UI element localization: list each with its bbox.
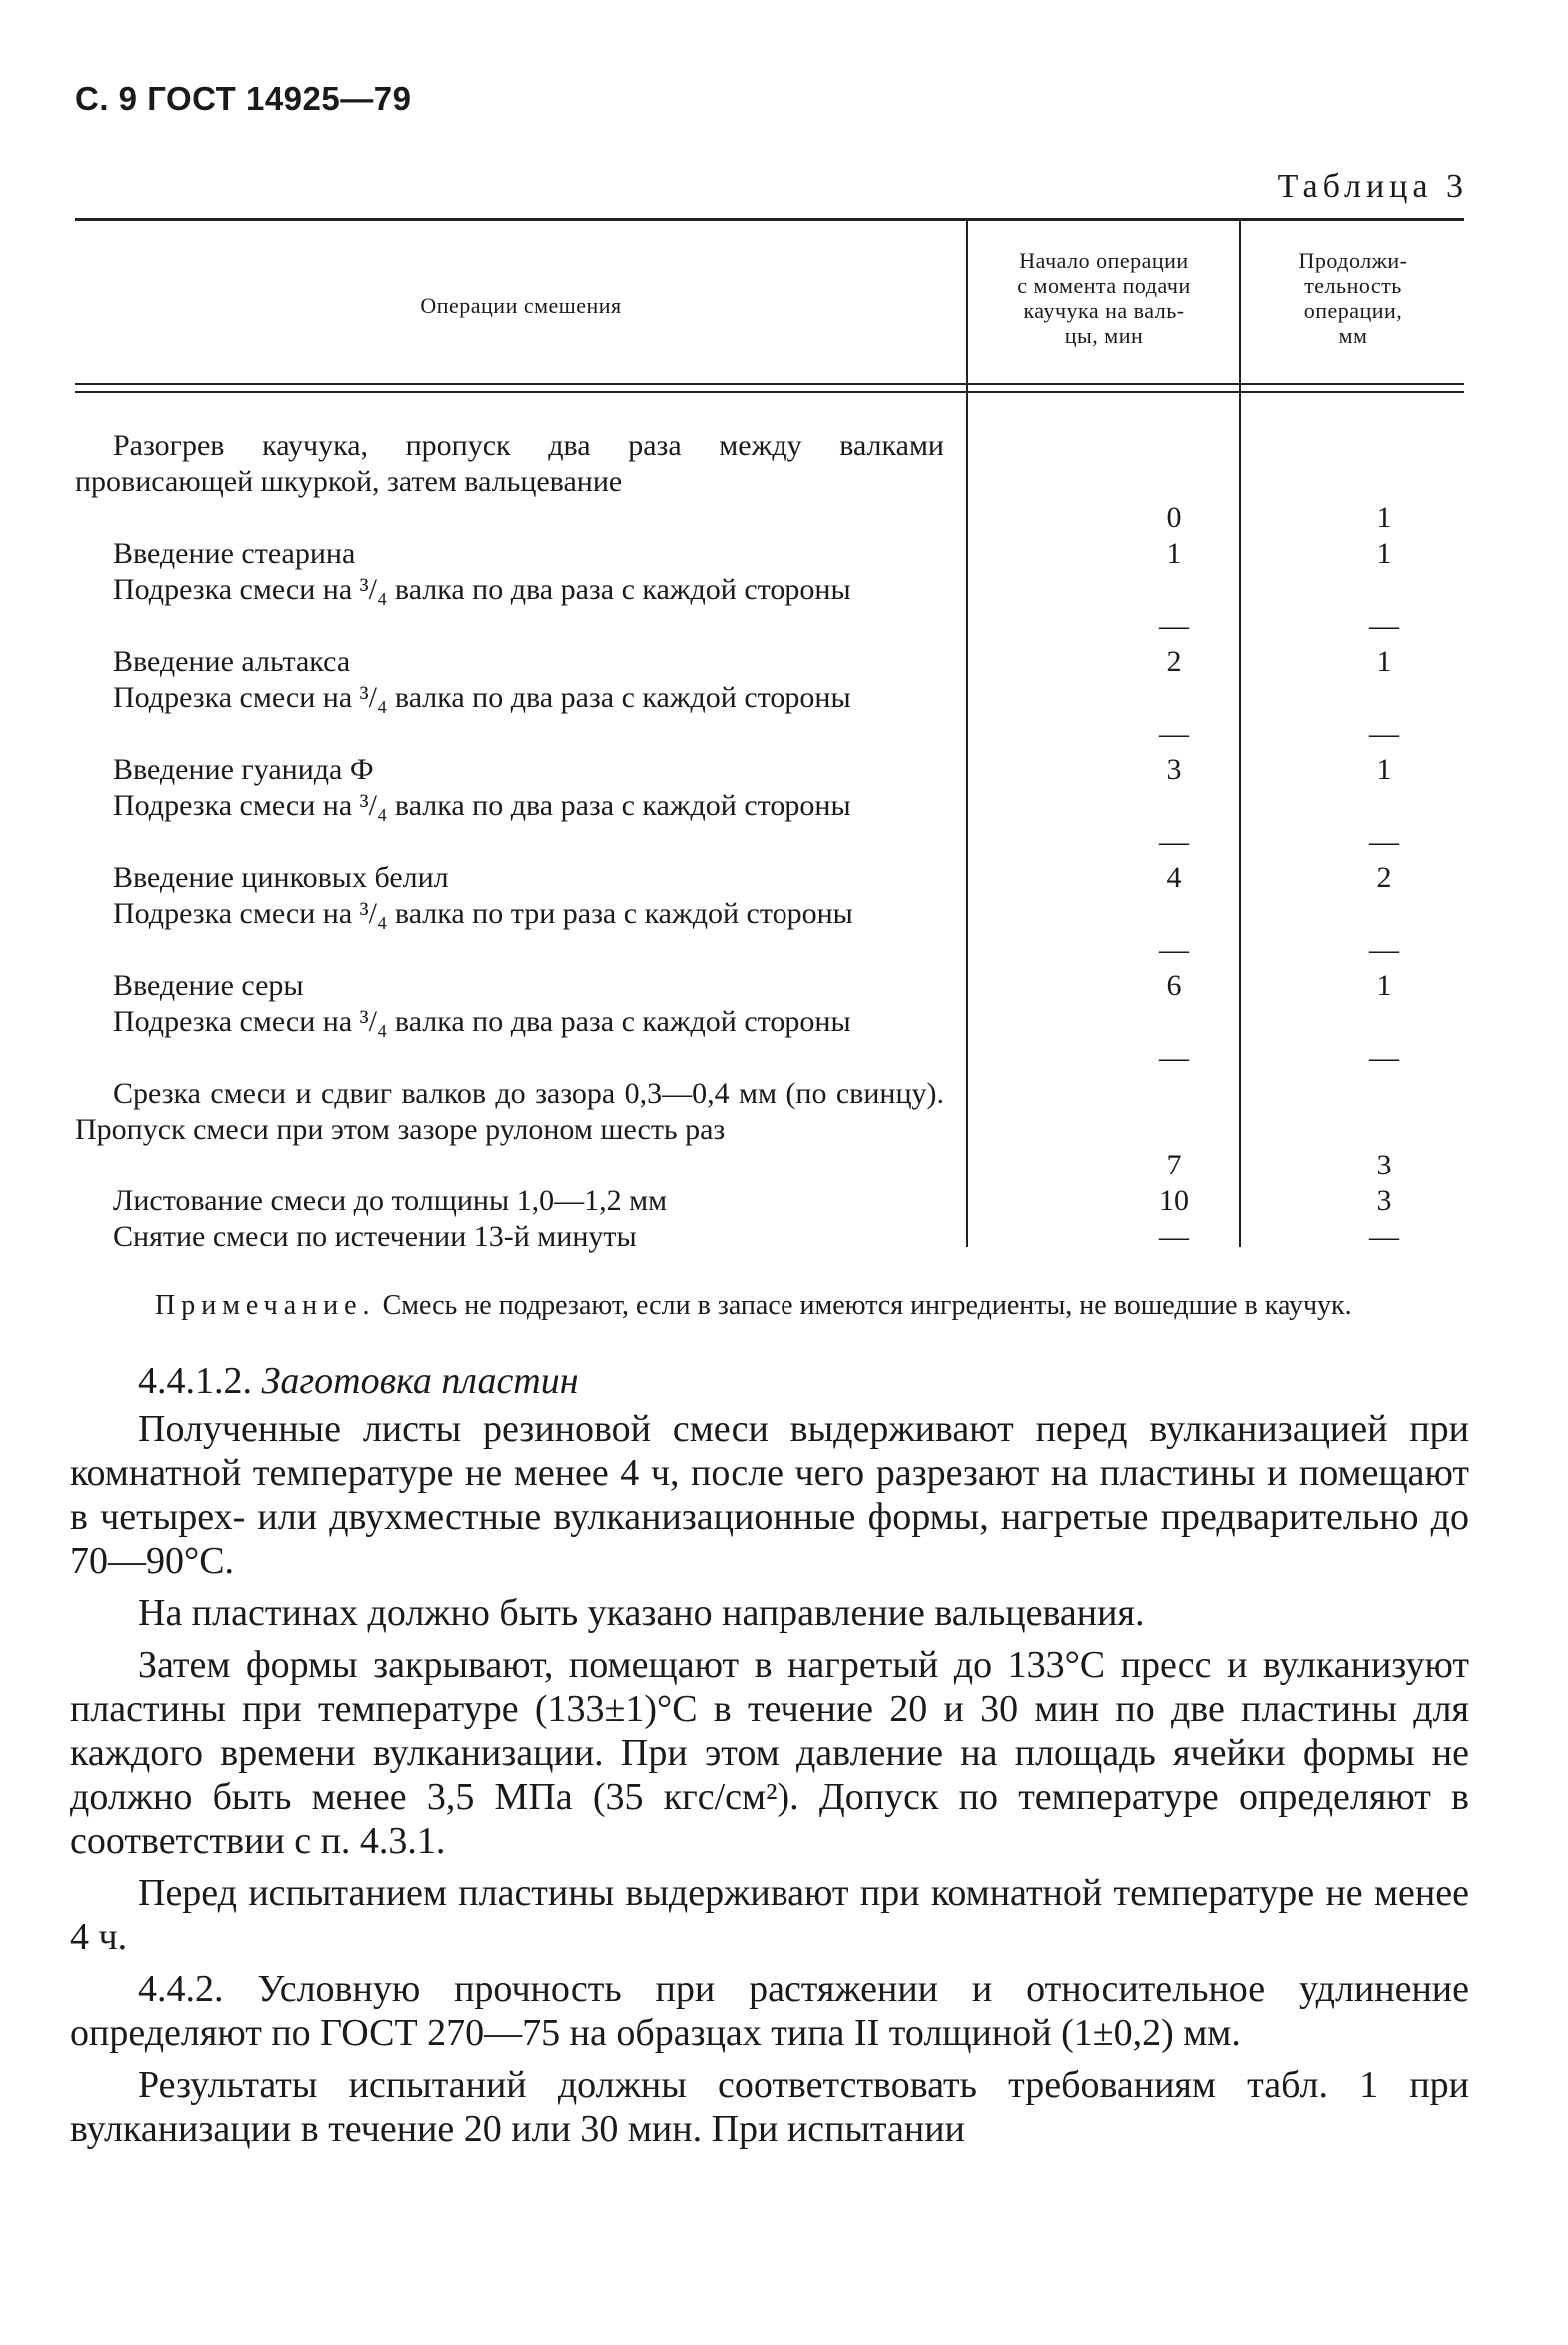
table-row-operation: Снятие смеси по истечении 13-й минуты: [113, 1220, 637, 1253]
table-row-operation: Введение альтакса: [113, 645, 351, 678]
table-row-operation: Подрезка смеси на ³/₄ валка по два раза с каждой стороны: [113, 573, 851, 606]
table-row-duration: 2: [1376, 861, 1392, 894]
table-row-start: 6: [1166, 969, 1182, 1002]
table-row-start: 2: [1166, 645, 1182, 678]
table-row-duration: —: [1369, 1041, 1399, 1074]
note-text: Смесь не подрезают, если в запасе имеются ингредиенты, не вошедшие в каучук.: [375, 1290, 1352, 1321]
paragraph: Результаты испытаний должны соответствовать требованиям табл. 1 при вулканизации в течение 20 или 30 мин. При испытании: [70, 2064, 1469, 2150]
table-row-duration: —: [1369, 609, 1399, 642]
table-row-start: 3: [1166, 753, 1182, 786]
table-row-start: 7: [1166, 1149, 1182, 1181]
column-header-start: Начало операции с момента подачи каучука на валь- цы, мин: [1017, 248, 1191, 348]
table-row-duration: 1: [1376, 645, 1392, 678]
table-row-start: —: [1159, 933, 1189, 966]
table-row-operation: Подрезка смеси на ³/₄ валка по три раза с каждой стороны: [113, 897, 853, 930]
table-row-duration: 1: [1376, 501, 1392, 534]
paragraph: На пластинах должно быть указано направление вальцевания.: [138, 1592, 1145, 1634]
table-row-duration: —: [1369, 825, 1399, 858]
table-row-start: 1: [1166, 537, 1182, 570]
table-header-rule-2: [75, 391, 1464, 393]
section-title: Заготовка пластин: [261, 1360, 579, 1402]
table-row-duration: 1: [1376, 537, 1392, 570]
table-row-operation: Введение цинковых белил: [113, 861, 449, 894]
table-row-operation: Срезка смеси и сдвиг валков до зазора 0,3—0,4 мм (по свинцу). Пропуск смеси при этом зазоре рулоном шесть раз: [75, 1077, 944, 1146]
table-row-start: —: [1159, 825, 1189, 858]
table-row-start: —: [1159, 609, 1189, 642]
table-note: [75, 1289, 1469, 1323]
table-row-start: 10: [1159, 1184, 1189, 1217]
table-row-operation: Введение серы: [113, 969, 304, 1002]
table-top-rule: [75, 218, 1464, 221]
column-header-duration: Продолжи- тельность операции, мм: [1298, 248, 1408, 348]
table-row-operation: Листование смеси до толщины 1,0—1,2 мм: [113, 1184, 668, 1217]
table-row-operation: Введение гуанида Ф: [113, 753, 374, 786]
page-header: С. 9 ГОСТ 14925—79: [75, 80, 412, 117]
table-row-duration: 1: [1376, 753, 1392, 786]
table-row-operation: Введение стеарина: [113, 537, 356, 570]
table-row-operation: Подрезка смеси на ³/₄ валка по два раза с каждой стороны: [113, 1005, 851, 1038]
table-row-start: —: [1159, 717, 1189, 750]
note-label: Примечание.: [155, 1290, 376, 1321]
table-row-start: 4: [1166, 861, 1182, 894]
table-row-start: —: [1159, 1220, 1189, 1253]
body-text: [70, 1359, 1469, 2151]
paragraph: Затем формы закрывают, помещают в нагретый до 133°С пресс и вулканизуют пластины при температуре (133±1)°С в течение 20 и 30 мин по две пластины для каждого времени вулканизации. При этом давление на площадь ячейки формы не должно быть менее 3,5 МПа (35 кгс/см²). Допуск по температуре определяют в соответствии с п. 4.3.1.: [70, 1644, 1469, 1862]
table-row-start: —: [1159, 1041, 1189, 1074]
table-row-duration: —: [1369, 717, 1399, 750]
section-heading: [70, 1359, 1469, 1403]
table-row-duration: —: [1369, 933, 1399, 966]
paragraph: Полученные листы резиновой смеси выдерживают перед вулканизацией при комнатной температуре не менее 4 ч, после чего разрезают на пластины и помещают в четырех- или двухместные вулканизационные формы, нагретые предварительно до 70—90°С.: [70, 1408, 1469, 1582]
column-divider: [966, 218, 968, 1247]
table-row-start: 0: [1166, 501, 1182, 534]
table-row-operation: Подрезка смеси на ³/₄ валка по два раза с каждой стороны: [113, 681, 851, 714]
table-caption: Таблица 3: [1277, 168, 1468, 205]
paragraph: 4.4.2. Условную прочность при растяжении и относительное удлинение определяют по ГОСТ 270—75 на образцах типа II толщиной (1±0,2) мм.: [70, 1968, 1469, 2054]
table-row-duration: 3: [1376, 1149, 1392, 1181]
table-row-duration: 1: [1376, 969, 1392, 1002]
table-row-duration: —: [1369, 1220, 1399, 1253]
section-number: 4.4.1.2.: [138, 1360, 252, 1402]
paragraph: Перед испытанием пластины выдерживают при комнатной температуре не менее 4 ч.: [70, 1872, 1469, 1958]
table-header-rule: [75, 383, 1464, 385]
column-header-operation: Операции смешения: [420, 293, 622, 318]
table-row-duration: 3: [1376, 1184, 1392, 1217]
table-row-operation: Разогрев каучука, пропуск два раза между валками провисающей шкуркой, затем вальцевание: [75, 429, 944, 498]
table-row-operation: Подрезка смеси на ³/₄ валка по два раза с каждой стороны: [113, 789, 851, 822]
